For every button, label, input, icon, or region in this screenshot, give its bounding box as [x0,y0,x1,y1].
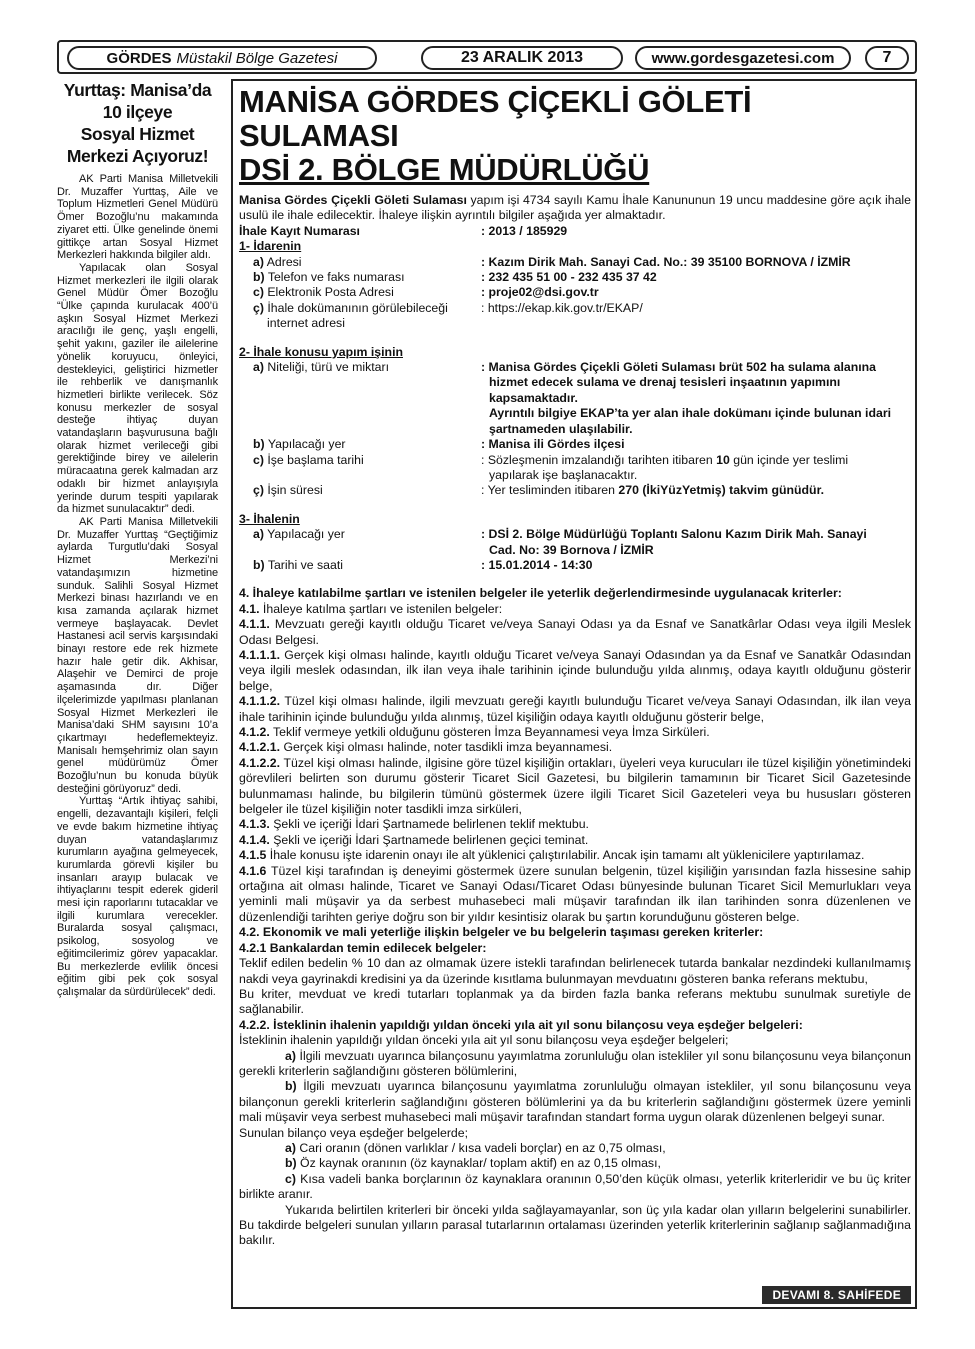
intro-text [239,193,911,224]
paper-subtitle: Müstakil Bölge Gazetesi [176,49,338,67]
subsection-heading: 4.2.1 Bankalardan temin edilecek belgeler: [239,940,487,955]
announcement-title: MANİSA GÖRDES ÇİÇEKLİ GÖLETİ SULAMASI [239,84,752,153]
headline-line: Sosyal Hizmet [80,124,195,144]
info-value: : Manisa ili Gördes ilçesi [481,437,625,452]
subsection-heading: 4.2.2. İsteklinin ihalenin yapıldığı yıldan önceki yıla ait yıl sonu bilançosu veya eşdeğer belgeleri: [239,1017,803,1032]
criteria-item: 4.1.2.2. Tüzel kişi olması halinde, ilgisine göre tüzel kişiliğin ortakları, üyeleri veya kurucuları ile tüzel kişiliğin yönetimindeki görevlileri belirten son durumu gösterir Ticaret Sicil Gazetesi, bu bilgilerin tamamının bir Ticaret Sicil Gazetesinde bulunmaması halinde, bu bilgilerin tümünü göstermek üzere ilgili Ticaret Sicil Gazeteleri veya bu hususları gösteren belgeler ile tüzel kişiliğin noter tasdikli imza sirküleri, [239,755,911,817]
tender-announcement [231,79,917,1309]
info-row: b) Telefon ve faks numarası : 232 435 51 00 - 232 435 37 42 [239,270,911,285]
info-label: İşin süresi [267,483,323,498]
intro-rest: yapım işi 4734 sayılı Kamu İhale Kanununun 19 uncu maddesine göre açık ihale usulü ile ihale edilecektir. İhaleye ilişkin ayrıntılı bilgiler aşağıda yer almaktadır. [239,193,911,223]
info-value: : 232 435 51 00 - 232 435 37 42 [481,270,657,285]
criteria-item: 4.1.4. Şekli ve içeriği İdari Şartnamede belirlenen geçici teminat. [239,832,589,847]
info-label: İhale dokümanının görülebileceği [267,300,448,315]
criteria-item: 4.1.5 İhale konusu işte idarenin onayı ile alt yüklenici çalıştırılabilir. Ancak işin tamamı alt yüklenicilere yaptırılamaz. [239,848,865,863]
continued-label: DEVAMI 8. SAHİFEDE [762,1286,911,1304]
info-label: Niteliği, türü ve miktarı [267,360,389,375]
criteria-item: b) İlgili mevzuatı uyarınca bilançosunu yayımlatma zorunluluğu olmayan istekliler, yıl sonu bilançosunu veya bilançonun gerekli kriterlerin sağlandığını gösteren bölümlerini ya da bu kriterlerin sağlandığını göstermek üzere yeminli mali müşavir veya serbest muhasebeci mali müşavir tarafından standart forma uygun olarak düzenlenen belgeyi sunar. [239,1079,911,1125]
section-heading: 2- İhale konusu yapım işinin [239,344,403,359]
news-paragraph: AK Parti Manisa Milletvekili Dr. Muzaffer Yurttaş “Geçtiğimiz aylarda Turgutlu’daki Sosyal Hizmet Merkezi’ni vatandaşımızın hizmetine sunduk. Salihli Sosyal Hizmet Merkezi binası hazırlandı ve en kısa zamanda açılarak hizmet vermeye başlayacak. Devlet Hastanesi acil servis karşısındaki binayı restore ede rek hizmete hazır hale getir dik. Akhisar, Alaşehir ve Demirci de proje aşamasında dır. Diğer ilçelerimizde yapılması planlanan Sosyal Hizmet Merkezleri ile Manisa’daki SHM sayısını 10’a çıkartmayı hedeflemekteyiz. Manisalı hemşehrimiz olan sayın genel müdürümüz Ömer Bozoğlu’nun bu konuda büyük desteğini görüyoruz” dedi. [57,515,218,795]
page-number: 7 [865,46,909,70]
criteria-item: 4.1.3. Şekli ve içeriği İdari Şartnamede belirlenen teklif mektubu. [239,817,589,832]
headline-line: 10 ilçeye [102,102,173,122]
ekap-link[interactable]: : https://ekap.kik.gov.tr/EKAP/ [481,300,643,315]
info-label: internet adresi [267,316,345,331]
info-value: : Kazım Dirik Mah. Sanayi Cad. No.: 39 35100 BORNOVA / İZMİR [481,254,851,269]
news-paragraph: AK Parti Manisa Milletvekili Dr. Muzaffer Yurttaş, Aile ve Toplum Hizmetleri Genel Müdürü Ömer Bozoğlu’nu makamında ziyaret etti. Ülke genelinde önemi gittikçe artan Sosyal Hizmet Merkezleri hakkında bilgiler aldı. [57,173,218,262]
page-header [57,40,917,74]
info-label: Elektronik Posta Adresi [267,285,394,300]
issue-date: 23 ARALIK 2013 [421,46,623,70]
registration-row [239,224,911,239]
section-heading: 1- İdarenin [239,239,302,254]
news-paragraph: Yapılacak olan Sosyal Hizmet merkezleri ile ilgili olarak Genel Müdür Ömer Bozoğlu “Ülke çapında kurulacak 400’ü aşkın Sosyal Hizmet Merkezi aracılığı ile genç, yaşlı engelli, şehit yakını, gaziler ile ailelerine yönelik koruyucu, önleyici, destekleyici, geliştirici hizmetler ile rehberlik ve danışmanlık hizmetleri birlikte verilecek. Söz konusu merkezler de sosyal desteğe ihtiyaç duyan vatandaşların başvurusuna bağlı olarak hizmet verileceği gibi gerektiğinde birey ve ailelerin müracaatına gerek kalmadan arz odaklı bir hizmet anlayışıyla yerinde durum tespiti yapılarak da hizmet sunulacaktır” dedi. [57,261,218,516]
paper-name: GÖRDES [106,49,172,67]
headline-line: Merkezi Açıyoruz! [66,146,209,166]
news-paragraph: Yurttaş “Artık ihtiyaç sahibi, engelli, dezavantajlı kişileri, felçli ve evde bakım hizmetine ihtiyaç duyan vatandaşlarımız kurumların ayağına gelmeyecek, kurumlarda görevli kişiler bu insanları arayıp bulacak ve ihtiyaçlarını tespit ederek gideril mesi için raporlarını tutacaklar ve ilgili kurumlara verecekler. Buralarda sosyal çalışmacı, psikolog, sosyolog ve eğitimcilerimiz görev yapacaklar. Bu merkezlerde evlilik öncesi eğitim gibi pek çok sosyal çalışmalar da sürdürülecek” dedi. [57,795,218,998]
criteria-item: 4.1.2.1. Gerçek kişi olması halinde, noter tasdikli imza beyannamesi. [239,740,613,755]
criteria-text: Yukarıda belirtilen kriterleri bir önceki yılda sağlayamayanlar, son üç yıla kadar olan yılların belgelerini sunabilirler. Bu takdirde belgeleri sunulan yılların parasal tutarlarının ortalaması üzerinden yeterlik kriterlerinin sağlanıp sağlanmadığına bakılır. [239,1202,911,1248]
info-row: a) Niteliği, türü ve miktarı : Manisa Gördes Çiçekli Göleti Sulaması brüt 502 ha sulama alanına hizmet edecek sulama ve drenaj tesisleri inşaatının yapımını kapsamaktadır. Ayrıntılı bilgiye EKAP’ta yer alan ihale dokümanı içinde bulunan idari şartnameden ulaşılabilir. [239,360,911,437]
info-label: Yapılacağı yer [267,527,345,542]
info-row: a) Adresi : Kazım Dirik Mah. Sanayi Cad. No.: 39 35100 BORNOVA / İZMİR [239,255,911,270]
info-label: Telefon ve faks numarası [267,270,405,285]
info-value: : 15.01.2014 - 14:30 [481,557,593,572]
criteria-item: a) İlgili mevzuatı uyarınca bilançosunu yayımlatma zorunluluğu olan istekliler yıl sonu bilançosunu veya bilançonun gerekli kriterlerin sağlandığını gösteren bölümlerini, [239,1048,911,1078]
criteria-item: 4.1. İhaleye katılma şartları ve istenilen belgeler: [239,601,503,616]
criteria-item: 4.1.1.1. Gerçek kişi olması halinde, kayıtlı olduğu Ticaret ve/veya Sanayi Odasından ya da Esnaf ve Sanatkâr Odasından veya ilgili meslek odasından, ilk ilan veya ihale tarihinin içinde bulunduğu yılda alınmış, odaya kayıtlı olduğunu gösterir belge, [239,647,911,693]
section-heading: 4. İhaleye katılabilme şartları ve istenilen belgeler ile yeterlik değerlendirmesinde uygulanacak kriterler: [239,586,842,601]
criteria-item: 4.1.1.2. Tüzel kişi olması halinde, ilgili mevzuatı gereği kayıtlı bulunduğu Ticaret ve/veya Sanayi Odasından, ilk ilan veya ihale tarihinin içinde bulunduğu yılda alınmış, tüzel kişiliğin odaya kayıtlı olduğunu gösterir belge, [239,694,911,724]
intro-bold: Manisa Gördes Çiçekli Göleti Sulaması [239,193,467,207]
info-row: c) İşe başlama tarihi : Sözleşmenin imzalandığı tarihten itibaren 10 gün içinde yer teslimi yapılarak işe başlanacaktır. [239,453,911,484]
subsection-heading: 4.2. Ekonomik ve mali yeterliğe ilişkin belgeler ve bu belgelerin taşıması gereken kriterler: [239,925,764,940]
info-label: Tarihi ve saati [267,557,343,572]
info-row: c) Elektronik Posta Adresi : proje02@dsi.gov.tr [239,285,911,300]
website-link[interactable]: www.gordesgazetesi.com [635,46,851,70]
announcement-subtitle: DSİ 2. BÖLGE MÜDÜRLÜĞÜ [239,152,650,187]
info-row: ç) İhale dokümanının görülebileceği internet adresi : https://ekap.kik.gov.tr/EKAP/ [239,301,911,332]
criteria-text: Bu kriter, mevduat ve kredi tutarları toplanmak ya da birden fazla banka referans mektubu sunulmak suretiyle de sağlanabilir. [239,986,911,1017]
info-value: : Yer tesliminden itibaren 270 (İkiYüzYetmiş) takvim günüdür. [481,483,825,498]
newspaper-name [67,46,377,70]
headline-line: Yurttaş: Manisa’da [63,80,212,100]
criteria-item: b) Öz kaynak oranının (öz kaynaklar/ toplam aktif) en az 0,15 olması, [285,1156,661,1171]
email-link[interactable]: : proje02@dsi.gov.tr [481,285,599,300]
criteria-item: 4.1.6 Tüzel kişi tarafından iş deneyimi göstermek üzere sunulan belgenin, tüzel kişiliğin yarısından fazla hissesine sahip ortağına ait olması halinde, Ticaret ve Sanayi Odası/Ticaret Odası bünyesinde bulunan Ticaret Sicil Memurlukları veya yeminli mali müşavir ya da serbest muhasebeci mali müşavir tarafından ilk ilan tarihinden sonra düzenlenen ve düzenlendiği tarihten geriye doğru son bir yıldır kesintisiz olarak bu şartın korunduğunu gösteren belge. [239,863,911,924]
info-row: b) Yapılacağı yer : Manisa ili Gördes ilçesi [239,437,911,452]
registration-label: İhale Kayıt Numarası [239,223,360,238]
criteria-item: c) Kısa vadeli banka borçlarının öz kaynaklara oranının 0,50’den küçük olması, yeterlik kriterleridir ve bu üç kriter birlikte aranır. [239,1171,911,1202]
news-headline [57,79,218,167]
registration-value: : 2013 / 185929 [481,223,568,238]
info-label: İşe başlama tarihi [267,452,364,467]
section-heading: 3- İhalenin [239,511,300,526]
info-label: Adresi [266,254,302,269]
info-label: Yapılacağı yer [267,437,346,452]
info-value: : DSİ 2. Bölge Müdürlüğü Toplantı Salonu Kazım Dirik Mah. Sanayi Cad. No: 39 Bornova / İZMİR [481,527,867,557]
info-row: a) Yapılacağı yer : DSİ 2. Bölge Müdürlüğü Toplantı Salonu Kazım Dirik Mah. Sanayi Cad. No: 39 Bornova / İZMİR [239,527,911,558]
criteria-item: 4.1.1. Mevzuatı gereği kayıtlı olduğu Ticaret ve/veya Sanayi Odası ya da Esnaf ve Sanatkârlar Odası veya ilgili Meslek Odası Belgesi. [239,617,911,647]
criteria-text: Sunulan bilanço veya eşdeğer belgelerde; [239,1125,469,1140]
criteria-item: 4.1.2. Teklif vermeye yetkili olduğunu gösteren İmza Beyannamesi veya İmza Sirküleri. [239,725,710,739]
criteria-item: a) Cari oranın (dönen varlıklar / kısa vadeli borçlar) en az 0,75 olması, [285,1140,666,1155]
news-column [57,79,218,999]
info-row: b) Tarihi ve saati : 15.01.2014 - 14:30 [239,558,911,573]
criteria-text: Teklif edilen bedelin % 10 dan az olmamak üzere istekli tarafından belirlenecek tutarda bankalar nezdindeki kullanılmamış nakdi veya gayrinakdi kredisini ya da üzerinde kısıtlama bulunmayan mevduatını gösteren banka referans mektubu, [239,956,911,986]
info-value: : Sözleşmenin imzalandığı tarihten itibaren 10 gün içinde yer teslimi yapılarak işe başlanacaktır. [481,452,849,482]
info-row: ç) İşin süresi : Yer tesliminden itibaren 270 (İkiYüzYetmiş) takvim günüdür. [239,483,911,498]
info-value: : Manisa Gördes Çiçekli Göleti Sulaması brüt 502 ha sulama alanına hizmet edecek sulama ve drenaj tesisleri inşaatının yapımını kapsamaktadır. Ayrıntılı bilgiye EKAP’ta yer alan ihale dokümanı içinde bulunan idari şartnameden ulaşılabilir. [481,360,892,436]
criteria-text: İsteklinin ihalenin yapıldığı yıldan önceki yıla ait yıl sonu bilançosu veya eşdeğer belgeleri; [239,1033,729,1048]
